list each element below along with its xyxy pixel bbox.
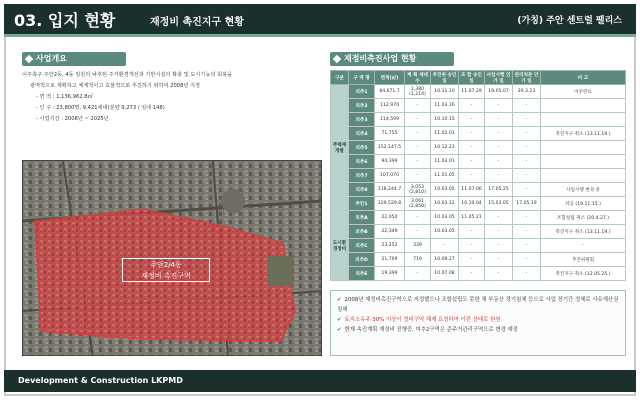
table-cell: 추진위원회 xyxy=(541,253,626,267)
status-table xyxy=(330,70,626,281)
table-cell: 152,147.5 xyxy=(375,141,405,155)
table-cell: 719 xyxy=(405,253,431,267)
table-cell: - xyxy=(513,239,541,253)
table-cell: 19.05.07 xyxy=(485,85,513,99)
col-header: 구분 xyxy=(331,71,349,85)
check-icon: ✔ xyxy=(337,317,342,323)
table-cell: 11.07.29 xyxy=(459,85,485,99)
table-cell: - xyxy=(541,239,626,253)
table-cell xyxy=(541,113,626,127)
table-row xyxy=(331,197,626,211)
table-cell: 10.12.23 xyxy=(431,141,459,155)
table-row xyxy=(331,85,626,99)
section-title: 재정비촉진사업 현황 xyxy=(344,54,417,63)
table-cell: 23,252 xyxy=(375,239,405,253)
district-name-cell: 의추D xyxy=(349,253,375,267)
district-name-cell: 의추C xyxy=(349,239,375,253)
check-icon: ✔ xyxy=(337,327,342,333)
table-cell: - xyxy=(459,225,485,239)
overview-line-4: - 인 구 : 23,800명, 9,421세대(분양 9,273 / 임대 148) xyxy=(36,105,165,111)
table-cell: 11.01.05 xyxy=(431,169,459,183)
table-cell: 19,399 xyxy=(375,267,405,281)
district-name-cell: 의추4 xyxy=(349,127,375,141)
col-header: 조 합 승인일 xyxy=(459,71,485,85)
district-name-cell: 의추2 xyxy=(349,99,375,113)
section-head-status xyxy=(330,52,454,66)
table-cell: 11.02.01 xyxy=(431,155,459,169)
col-header: 계 획 세대수 xyxy=(405,71,431,85)
table-cell: - xyxy=(405,267,431,281)
table-cell: 촉진지구 취소 (13.11.19.) xyxy=(541,225,626,239)
table-cell: 10.11.10 xyxy=(431,85,459,99)
table-cell: - xyxy=(513,253,541,267)
table-row xyxy=(331,99,626,113)
table-row xyxy=(331,225,626,239)
district-name-cell: 의추A xyxy=(349,211,375,225)
table-cell: 17.05.19 xyxy=(513,197,541,211)
notes-box xyxy=(330,290,626,356)
table-cell: 114,599 xyxy=(375,113,405,127)
table-cell: 10.03.05 xyxy=(431,225,459,239)
diamond-icon xyxy=(25,55,33,63)
table-cell: - xyxy=(485,127,513,141)
table-cell: - xyxy=(513,141,541,155)
table-cell: 3,053 (2,810) xyxy=(405,183,431,197)
table-row xyxy=(331,183,626,197)
table-cell: - xyxy=(485,99,513,113)
zone-label xyxy=(122,258,210,282)
zone-cell: 주택재개발 xyxy=(331,85,349,211)
zone-cell: 도시환경정비 xyxy=(331,211,349,281)
table-cell: - xyxy=(459,155,485,169)
table-cell: 20.3.23 xyxy=(513,85,541,99)
table-cell: - xyxy=(405,113,431,127)
district-name-cell: 의추1 xyxy=(349,85,375,99)
table-cell: 17.05.25 xyxy=(485,183,513,197)
district-name-cell: 주안1 xyxy=(349,197,375,211)
table-cell: - xyxy=(459,253,485,267)
table-cell: 11.05.21 xyxy=(459,211,485,225)
brand-name: (가칭) 주안 센트럴 팰리스 xyxy=(517,16,622,26)
table-cell: 15.03.05 xyxy=(485,197,513,211)
overview-line-3: - 면 적 : 1,136,962.8㎡ xyxy=(36,94,93,100)
table-cell: - xyxy=(405,99,431,113)
table-cell: 11.02.01 xyxy=(431,127,459,141)
table-cell: - xyxy=(485,239,513,253)
table-cell: - xyxy=(405,141,431,155)
col-header: 면적(㎡) xyxy=(375,71,405,85)
district-name-cell: 의추3 xyxy=(349,113,375,127)
table-row xyxy=(331,127,626,141)
table-cell: - xyxy=(405,225,431,239)
table-cell: 10.03.05 xyxy=(431,183,459,197)
status-table-wrap xyxy=(330,70,626,281)
district-name-cell: 의추5 xyxy=(349,141,375,155)
table-cell: 10.10.04 xyxy=(459,197,485,211)
table-cell: - xyxy=(485,169,513,183)
table-cell: - xyxy=(459,113,485,127)
table-cell: 촉진지구 취소 (12.05.25.) xyxy=(541,267,626,281)
table-cell: - xyxy=(513,113,541,127)
note-item: ✔ 현재 속진계획 재정비 진행중, 미추2구역은 준주거관리구역으로 변경 예정 xyxy=(337,327,518,333)
table-cell: 112,970 xyxy=(375,99,405,113)
table-cell: - xyxy=(405,211,431,225)
page-header xyxy=(4,4,636,34)
col-header: 관리처분 인 가 일 xyxy=(513,71,541,85)
col-header: 비 고 xyxy=(541,71,626,85)
table-cell: 11.03.16 xyxy=(431,99,459,113)
district-name-cell: 의추7 xyxy=(349,169,375,183)
table-cell: - xyxy=(513,169,541,183)
table-cell: 84,671.7 xyxy=(375,85,405,99)
table-row xyxy=(331,141,626,155)
table-cell: 10.03.05 xyxy=(431,211,459,225)
table-cell: - xyxy=(485,155,513,169)
table-row xyxy=(331,169,626,183)
table-cell: 3,061 (2,850) xyxy=(405,197,431,211)
table-cell: - xyxy=(405,127,431,141)
zone-label-line2: 재정비 촉진구역 xyxy=(141,272,191,280)
table-cell: - xyxy=(513,183,541,197)
table-cell: 1,380 (1,214) xyxy=(405,85,431,99)
table-cell: 22,050 xyxy=(375,211,405,225)
col-header: 추진위 승인일 xyxy=(431,71,459,85)
table-cell: - xyxy=(513,155,541,169)
col-header: 구 역 명 xyxy=(349,71,375,85)
diamond-icon xyxy=(333,55,341,63)
table-cell: 21,709 xyxy=(375,253,405,267)
table-cell: 10.10.15 xyxy=(431,113,459,127)
section-head-overview xyxy=(22,52,126,66)
table-cell: 10.07.08 xyxy=(431,267,459,281)
table-cell xyxy=(541,141,626,155)
table-cell: 11.07.06 xyxy=(459,183,485,197)
table-cell: - xyxy=(459,267,485,281)
header-divider xyxy=(4,34,636,37)
footer-text: Development & Construction LKPMD xyxy=(18,376,183,385)
col-header: 사업시행 인 가 일 xyxy=(485,71,513,85)
table-cell: - xyxy=(513,127,541,141)
overview-text xyxy=(22,70,322,125)
table-cell: 22,349 xyxy=(375,225,405,239)
table-cell: - xyxy=(485,267,513,281)
table-cell xyxy=(541,155,626,169)
overview-line-5: - 사업기간 : 2008년 ~ 2025년 xyxy=(36,116,109,122)
table-cell: 118,244.7 xyxy=(375,183,405,197)
table-cell: 이주완료 xyxy=(541,85,626,99)
table-cell xyxy=(541,99,626,113)
overview-line-2: 광역적으로 계획하고 체계적이고 효율적으로 추진하기 위하여 2008년 지정 xyxy=(30,83,201,89)
page-subtitle: 재정비 촉진지구 현황 xyxy=(150,17,244,28)
table-row xyxy=(331,253,626,267)
district-name-cell: 의추B xyxy=(349,225,375,239)
table-header-row xyxy=(331,71,626,85)
district-name-cell: 의추8 xyxy=(349,183,375,197)
table-cell: 사업시행 변경 중 xyxy=(541,183,626,197)
table-cell: - xyxy=(459,169,485,183)
table-cell: - xyxy=(459,127,485,141)
table-cell xyxy=(541,169,626,183)
table-cell: 착공 (19.11.15.) xyxy=(541,197,626,211)
table-row xyxy=(331,267,626,281)
page-title: 03. 입지 현황 xyxy=(14,11,116,30)
table-row xyxy=(331,211,626,225)
table-cell: - xyxy=(485,225,513,239)
table-cell: - xyxy=(459,239,485,253)
table-cell: 129,529.8 xyxy=(375,197,405,211)
check-icon: ✔ xyxy=(337,297,342,303)
table-cell: 10.03.12 xyxy=(431,197,459,211)
table-cell: - xyxy=(485,211,513,225)
table-cell: 조합설립 취소 (20.4.27.) xyxy=(541,211,626,225)
note-item: ✔ 토지소유주 30% 이상이 정비구역 해제 요청하여 이전 상태로 원원 xyxy=(337,317,501,323)
table-cell: - xyxy=(485,113,513,127)
table-cell: - xyxy=(513,99,541,113)
table-cell: - xyxy=(513,211,541,225)
table-cell: 촉진지구 취소 (13.11.19.) xyxy=(541,127,626,141)
section-title: 사업개요 xyxy=(36,54,67,63)
table-cell: - xyxy=(485,141,513,155)
table-cell: - xyxy=(459,141,485,155)
page-footer xyxy=(4,370,636,392)
table-row xyxy=(331,155,626,169)
table-cell: 94,399 xyxy=(375,155,405,169)
table-cell: - xyxy=(459,99,485,113)
overview-line-1: 이주촉구 주안2동, 4동 일원의 낙후된 주거환경개선과 기반시설의 확충 및 도시기능의 회복을 xyxy=(22,72,233,78)
table-cell: - xyxy=(431,239,459,253)
table-cell: - xyxy=(405,169,431,183)
table-row xyxy=(331,113,626,127)
district-name-cell: 의추E xyxy=(349,267,375,281)
note-item: ✔ 2008년 재정비촉진구역으로 지정했으나 조합설립도 못한 채 부동산 경기침체 등으로 사업 장기간 정체로 사유재산권 침해 xyxy=(337,297,619,313)
table-cell: 71,755 xyxy=(375,127,405,141)
table-cell: - xyxy=(485,253,513,267)
table-cell: 10.09.27 xyxy=(431,253,459,267)
table-cell: 339 xyxy=(405,239,431,253)
table-row xyxy=(331,239,626,253)
district-name-cell: 의추6 xyxy=(349,155,375,169)
table-cell: - xyxy=(513,225,541,239)
table-cell: - xyxy=(513,267,541,281)
zone-label-line1: 주안2/4동 xyxy=(150,261,182,269)
table-cell: - xyxy=(405,155,431,169)
table-cell: 107,070 xyxy=(375,169,405,183)
